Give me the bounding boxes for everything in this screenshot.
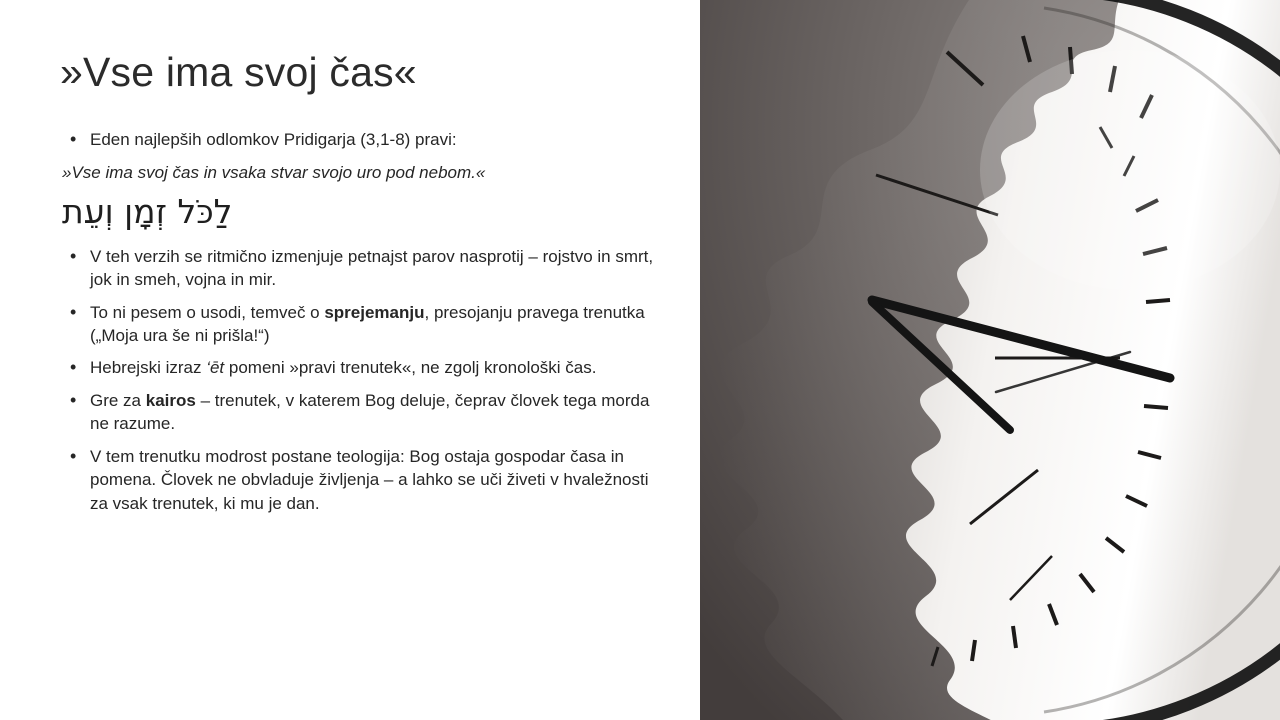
- list-item: [62, 301, 662, 348]
- bullet-text: , presojanju pravega trenutka („Moja ura še ni prišla!“): [90, 302, 645, 345]
- intro-bullet: [62, 128, 662, 151]
- list-item: [62, 245, 662, 292]
- hebrew-quote: לַכֹּל זְמָן וְעֵת: [62, 192, 233, 232]
- bullet-transliteration: ‘ēt: [206, 358, 225, 378]
- list-item: [62, 445, 662, 515]
- bullet-emphasis: sprejemanju: [324, 302, 425, 322]
- bullet-text: pomeni »pravi trenutek«, ne zgolj kronološki čas.: [224, 358, 597, 378]
- page-title: »Vse ima svoj čas«: [60, 49, 417, 96]
- scripture-quote: [62, 162, 662, 185]
- scripture-quote-text: »Vse ima svoj čas in vsaka stvar svojo uro pod nebom.«: [62, 163, 486, 183]
- bullet-text: V teh verzih se ritmično izmenjuje petnajst parov nasprotij – rojstvo in smrt, jok in smeh, vojna in mir.: [90, 246, 654, 290]
- bullet-text: V tem trenutku modrost postane teologija: Bog ostaja gospodar časa in pomena. Človek ne obvladuje življenja – a lahko se uči živeti v hvaležnosti za vsak trenutek, ki mu je dan.: [90, 446, 649, 513]
- bullet-emphasis: kairos: [145, 390, 196, 410]
- slide-body: [62, 128, 662, 524]
- bullet-text: – trenutek, v katerem Bog deluje, čeprav človek tega morda ne razume.: [90, 390, 650, 434]
- bullet-text: Gre za: [90, 390, 146, 410]
- intro-text: Eden najlepših odlomkov Pridigarja (3,1-8) pravi:: [90, 130, 457, 149]
- list-item: [62, 389, 662, 436]
- bullet-text: To ni pesem o usodi, temveč o: [90, 302, 325, 322]
- list-item: [62, 356, 662, 379]
- bullet-text: Hebrejski izraz: [90, 358, 207, 378]
- clock-face-illustration: [700, 0, 1280, 720]
